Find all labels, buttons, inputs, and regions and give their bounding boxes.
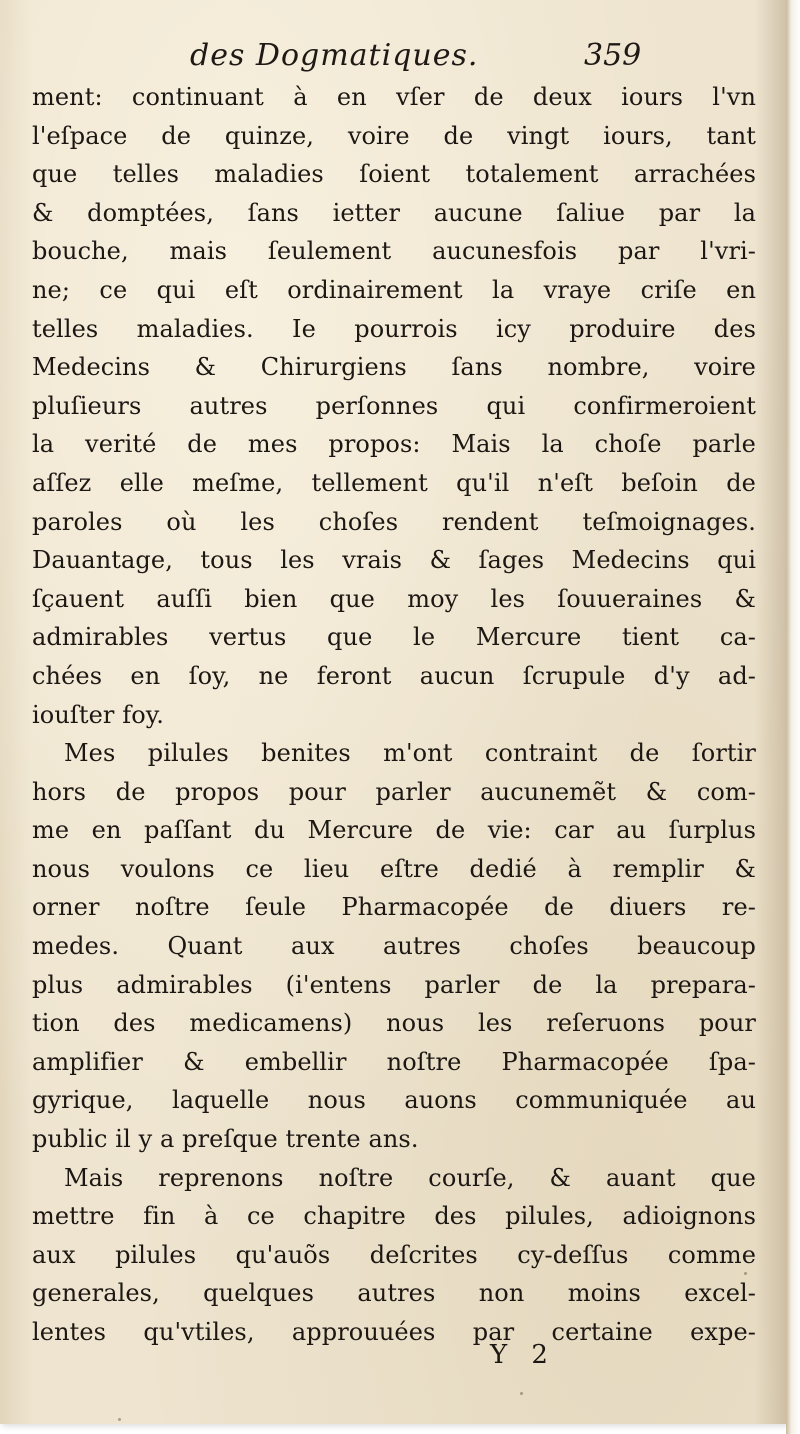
text-line: & domptées, ſans ietter aucune ſaliue par la [32, 198, 756, 227]
paper-speck [744, 1272, 747, 1275]
text-line: aſſez elle meſme, tellement qu'il n'eſt beſoin de [32, 468, 756, 497]
text-line: nous voulons ce lieu eſtre dedié à remplir & [32, 854, 756, 883]
page-edge [786, 0, 800, 1434]
text-line: ſçauent auſſi bien que moy les ſouueraines & [32, 584, 756, 613]
text-line: ne; ce qui eſt ordinairement la vraye criſe en [32, 275, 756, 304]
text-line: bouche, mais ſeulement aucunesfois par l'vri- [32, 237, 756, 266]
text-line: medes. Quant aux autres choſes beaucoup [32, 932, 756, 961]
paper-speck [118, 1418, 121, 1421]
page-number: 359 [584, 38, 642, 73]
body-text [32, 78, 756, 1352]
text-line: la verité de mes propos: Mais la choſe parle [32, 430, 756, 459]
page-header [0, 34, 786, 84]
text-line: lentes qu'vtiles, approuuées par certaine expe- [32, 1318, 756, 1346]
text-line: me en paſſant du Mercure de vie: car au ſurplus [32, 816, 756, 845]
text-line: admirables vertus que le Mercure tient ca- [32, 623, 756, 652]
text-line: Medecins & Chirurgiens ſans nombre, voire [32, 353, 756, 382]
signature-mark: Y 2 [490, 1340, 556, 1370]
text-line: tion des medicamens) nous les reſeruons pour [32, 1009, 756, 1038]
text-line: plus admirables (i'entens parler de la prepara- [32, 970, 756, 999]
text-line: iouſter foy. [32, 700, 164, 729]
text-line: pluſieurs autres perſonnes qui confirmeroient [32, 391, 756, 420]
text-line: mettre fin à ce chapitre des pilules, adioignons [32, 1202, 756, 1231]
text-line: chées en ſoy, ne feront aucun ſcrupule d'y ad- [32, 661, 756, 690]
text-line: que telles maladies ſoient totalement arrachées [32, 160, 756, 189]
text-line: paroles où les choſes rendent teſmoignages. [32, 507, 756, 536]
text-line: generales, quelques autres non moins excel- [32, 1279, 756, 1308]
text-line: aux pilules qu'auõs deſcrites cy-deſſus comme [32, 1240, 756, 1269]
text-line: ment: continuant à en vſer de deux iours l'vn [32, 83, 756, 111]
text-line: Mes pilules benites m'ont contraint de ſortir [64, 739, 756, 768]
text-line: Mais reprenons noſtre courſe, & auant que [64, 1163, 756, 1192]
text-line: l'eſpace de quinze, voire de vingt iours, tant [32, 121, 756, 150]
text-line: orner noſtre ſeule Pharmacopée de diuers re- [32, 893, 756, 922]
running-title: des Dogmatiques. [190, 38, 479, 73]
text-line: hors de propos pour parler aucunemẽt & com- [32, 777, 756, 806]
text-line: public il y a preſque trente ans. [32, 1125, 419, 1154]
text-line: amplifier & embellir noſtre Pharmacopée ſpa- [32, 1047, 756, 1076]
paper-speck [520, 1392, 523, 1395]
text-line: Dauantage, tous les vrais & ſages Medecins qui [32, 546, 756, 575]
text-line: gyrique, laquelle nous auons communiquée au [32, 1086, 756, 1115]
text-line: telles maladies. Ie pourrois icy produire des [32, 314, 756, 343]
